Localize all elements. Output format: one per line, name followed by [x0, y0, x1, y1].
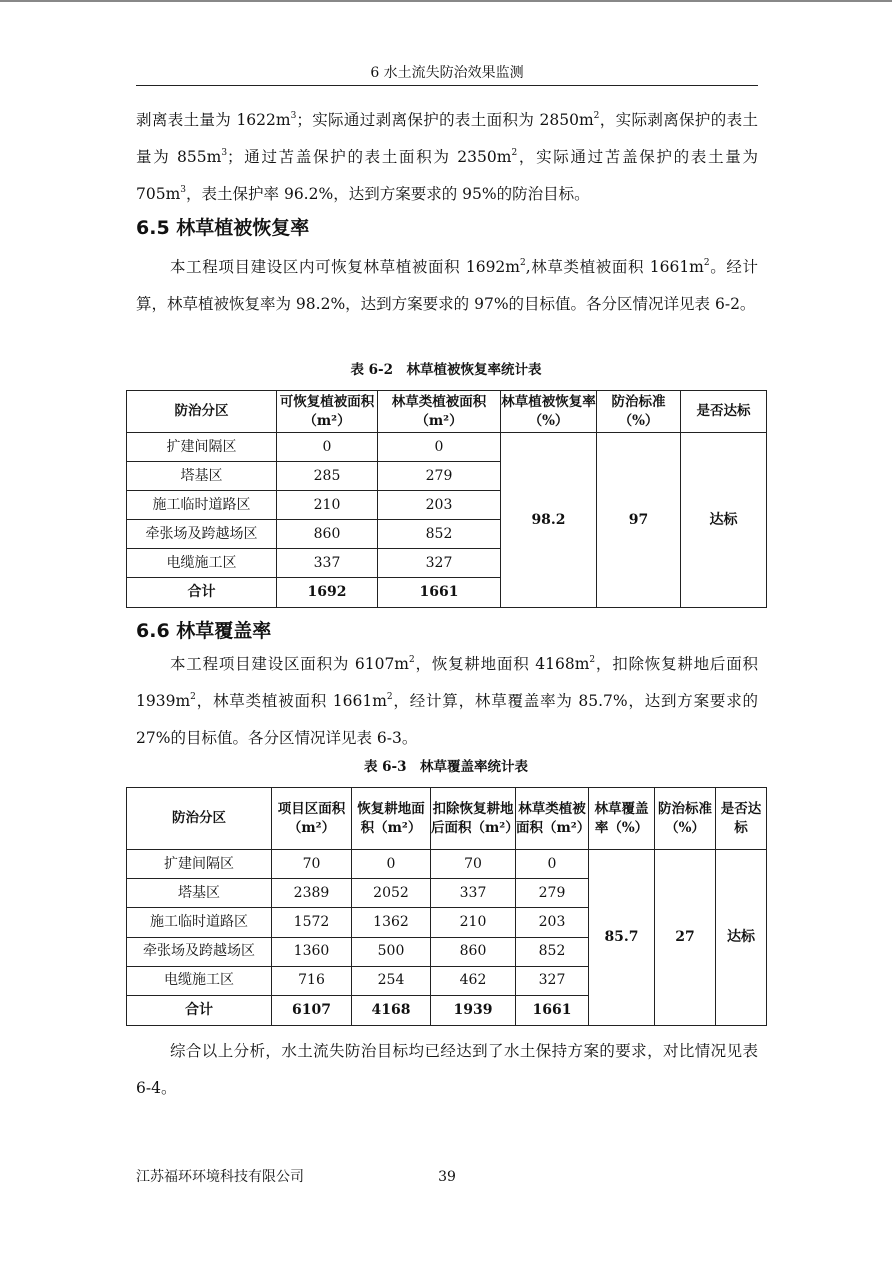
value-cell: 0 [277, 433, 378, 462]
header-cell: 防治标准（%） [597, 391, 681, 433]
coverage-rate-cell: 85.7 [589, 850, 655, 1026]
header-cell: 可恢复植被面积（m²） [277, 391, 378, 433]
value-cell: 852 [378, 520, 501, 549]
value-cell: 500 [352, 937, 431, 966]
header-cell: 扣除恢复耕地后面积（m²） [431, 788, 516, 850]
value-cell: 203 [516, 908, 589, 937]
header-cell: 是否达标 [681, 391, 767, 433]
header-cell: 林草类植被面积（m²） [378, 391, 501, 433]
header-rule [136, 85, 758, 86]
value-cell: 203 [378, 491, 501, 520]
page-number: 39 [438, 1169, 456, 1185]
standard-cell: 27 [655, 850, 716, 1026]
value-cell: 337 [277, 549, 378, 578]
header-cell: 防治分区 [127, 391, 277, 433]
total-value-cell: 1939 [431, 995, 516, 1025]
table-6-3-caption: 表 6-3 林草覆盖率统计表 [363, 759, 529, 775]
value-cell: 852 [516, 937, 589, 966]
value-cell: 279 [378, 462, 501, 491]
zone-cell: 施工临时道路区 [127, 908, 272, 937]
table-row [127, 433, 767, 462]
total-label-cell: 合计 [127, 995, 272, 1025]
section-6-5-paragraph: 本工程项目建设区内可恢复林草植被面积 $1692m^2$,林草类植被面积 $1661m^2$。经计算，林草植被恢复率为 98.2%，达到方案要求的 97%的目标值。各分区情况详见表 6-2。 [136, 258, 759, 313]
compliance-cell: 达标 [681, 433, 767, 608]
total-value-cell: 1661 [378, 578, 501, 608]
page-top-border [0, 0, 892, 2]
value-cell: 716 [272, 966, 352, 995]
section-title-6-6: 6.6 林草覆盖率 [136, 620, 272, 642]
value-cell: 210 [431, 908, 516, 937]
total-value-cell: 1661 [516, 995, 589, 1025]
value-cell: 2052 [352, 879, 431, 908]
total-value-cell: 6107 [272, 995, 352, 1025]
value-cell: 70 [272, 850, 352, 879]
zone-cell: 牵张场及跨越场区 [127, 520, 277, 549]
value-cell: 0 [516, 850, 589, 879]
value-cell: 279 [516, 879, 589, 908]
conclusion-paragraph: 综合以上分析，水土流失防治目标均已经达到了水土保持方案的要求，对比情况见表 6-4。 [136, 1042, 758, 1097]
value-cell: 70 [431, 850, 516, 879]
table-header-row [127, 788, 767, 850]
value-cell: 0 [352, 850, 431, 879]
running-header: 6 水土流失防治效果监测 [370, 65, 524, 81]
table-6-3 [126, 787, 767, 1026]
value-cell: 0 [378, 433, 501, 462]
value-cell: 2389 [272, 879, 352, 908]
value-cell: 210 [277, 491, 378, 520]
footer-company: 江苏福环环境科技有限公司 [136, 1169, 304, 1185]
recovery-rate-cell: 98.2 [501, 433, 597, 608]
zone-cell: 扩建间隔区 [127, 850, 272, 879]
table-header-row [127, 391, 767, 433]
value-cell: 1360 [272, 937, 352, 966]
value-cell: 254 [352, 966, 431, 995]
zone-cell: 施工临时道路区 [127, 491, 277, 520]
header-cell: 林草植被恢复率（%） [501, 391, 597, 433]
value-cell: 860 [431, 937, 516, 966]
zone-cell: 电缆施工区 [127, 966, 272, 995]
section-6-6-paragraph: 本工程项目建设区面积为 $6107m^2$，恢复耕地面积 $4168m^2$，扣除恢复耕地后面积 $1939m^2$，林草类植被面积 $1661m^2$，经计算，林草覆盖率为 85.7%，达到方案要求的 27%的目标值。各分区情况详见表 6-3。 [136, 655, 758, 747]
value-cell: 285 [277, 462, 378, 491]
table-6-2 [126, 390, 767, 608]
header-cell: 林草类植被面积（m²） [516, 788, 589, 850]
zone-cell: 扩建间隔区 [127, 433, 277, 462]
header-cell: 项目区面积（m²） [272, 788, 352, 850]
zone-cell: 电缆施工区 [127, 549, 277, 578]
header-cell: 是否达标 [716, 788, 767, 850]
header-cell: 防治标准（%） [655, 788, 716, 850]
zone-cell: 牵张场及跨越场区 [127, 937, 272, 966]
value-cell: 462 [431, 966, 516, 995]
total-value-cell: 4168 [352, 995, 431, 1025]
header-cell: 恢复耕地面积（m²） [352, 788, 431, 850]
header-cell: 林草覆盖率（%） [589, 788, 655, 850]
value-cell: 327 [516, 966, 589, 995]
intro-paragraph: 剥离表土量为 $1622m^3$；实际通过剥离保护的表土面积为 $2850m^2$，实际剥离保护的表土量为 $855m^3$；通过苫盖保护的表土面积为 $2350m^2$，实际通过苫盖保护的表土量为 $705m^3$，表土保护率 96.2%，达到方案要求的 95%的防治目标。 [136, 111, 758, 203]
total-value-cell: 1692 [277, 578, 378, 608]
table-6-2-caption: 表 6-2 林草植被恢复率统计表 [350, 362, 542, 378]
value-cell: 1362 [352, 908, 431, 937]
table-row [127, 850, 767, 879]
total-label-cell: 合计 [127, 578, 277, 608]
compliance-cell: 达标 [716, 850, 767, 1026]
zone-cell: 塔基区 [127, 879, 272, 908]
standard-cell: 97 [597, 433, 681, 608]
header-cell: 防治分区 [127, 788, 272, 850]
value-cell: 1572 [272, 908, 352, 937]
value-cell: 327 [378, 549, 501, 578]
value-cell: 860 [277, 520, 378, 549]
zone-cell: 塔基区 [127, 462, 277, 491]
value-cell: 337 [431, 879, 516, 908]
section-title-6-5: 6.5 林草植被恢复率 [136, 217, 310, 239]
